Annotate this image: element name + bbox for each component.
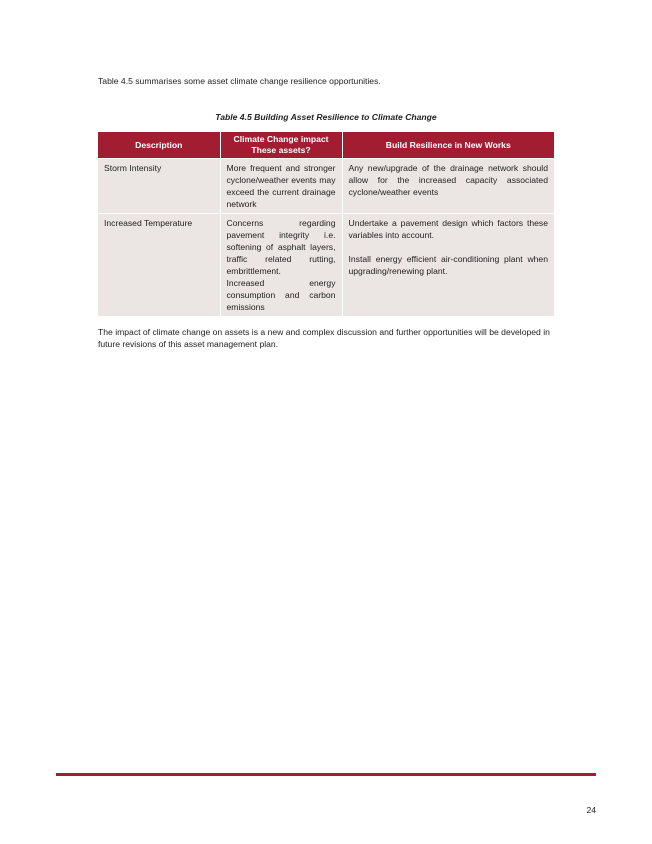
paragraph-gap: [349, 241, 549, 253]
cell-impact: [220, 214, 342, 317]
table-row: [98, 159, 554, 214]
intro-paragraph: Table 4.5 summarises some asset climate change resilience opportunities.: [98, 76, 381, 86]
header-impact-line1: Climate Change impact: [233, 134, 329, 144]
resilience-table: [98, 132, 554, 316]
cell-resilience: [342, 214, 554, 317]
cell-impact-part1: Concerns regarding pavement integrity i.e. softening of asphalt layers, traffic related rutting, embrittlement.: [226, 218, 336, 276]
page-number: 24: [586, 805, 596, 815]
cell-description: Storm Intensity: [98, 159, 220, 214]
cell-description: Increased Temperature: [98, 214, 220, 317]
cell-impact-part2: Increased energy consumption and carbon emissions: [226, 278, 336, 312]
table-caption: Table 4.5 Building Asset Resilience to Climate Change: [215, 112, 437, 122]
header-impact-line2: These assets?: [251, 145, 311, 155]
cell-resilience: Any new/upgrade of the drainage network should allow for the increased capacity associated cyclone/weather events: [342, 159, 554, 214]
cell-resilience-part2: Install energy efficient air-conditioning plant when upgrading/renewing plant.: [348, 254, 548, 276]
header-impact: [220, 132, 342, 159]
header-resilience: Build Resilience in New Works: [342, 132, 554, 159]
closing-paragraph: The impact of climate change on assets is a new and complex discussion and further opportunities will be developed in future revisions of this asset management plan.: [98, 327, 550, 349]
table-header-row: [98, 132, 554, 159]
header-description: Description: [98, 132, 220, 159]
table-row: [98, 214, 554, 317]
cell-impact: More frequent and stronger cyclone/weather events may exceed the current drainage network: [220, 159, 342, 214]
cell-resilience-part1: Undertake a pavement design which factors these variables into account.: [348, 218, 548, 240]
footer-rule: [56, 773, 596, 776]
